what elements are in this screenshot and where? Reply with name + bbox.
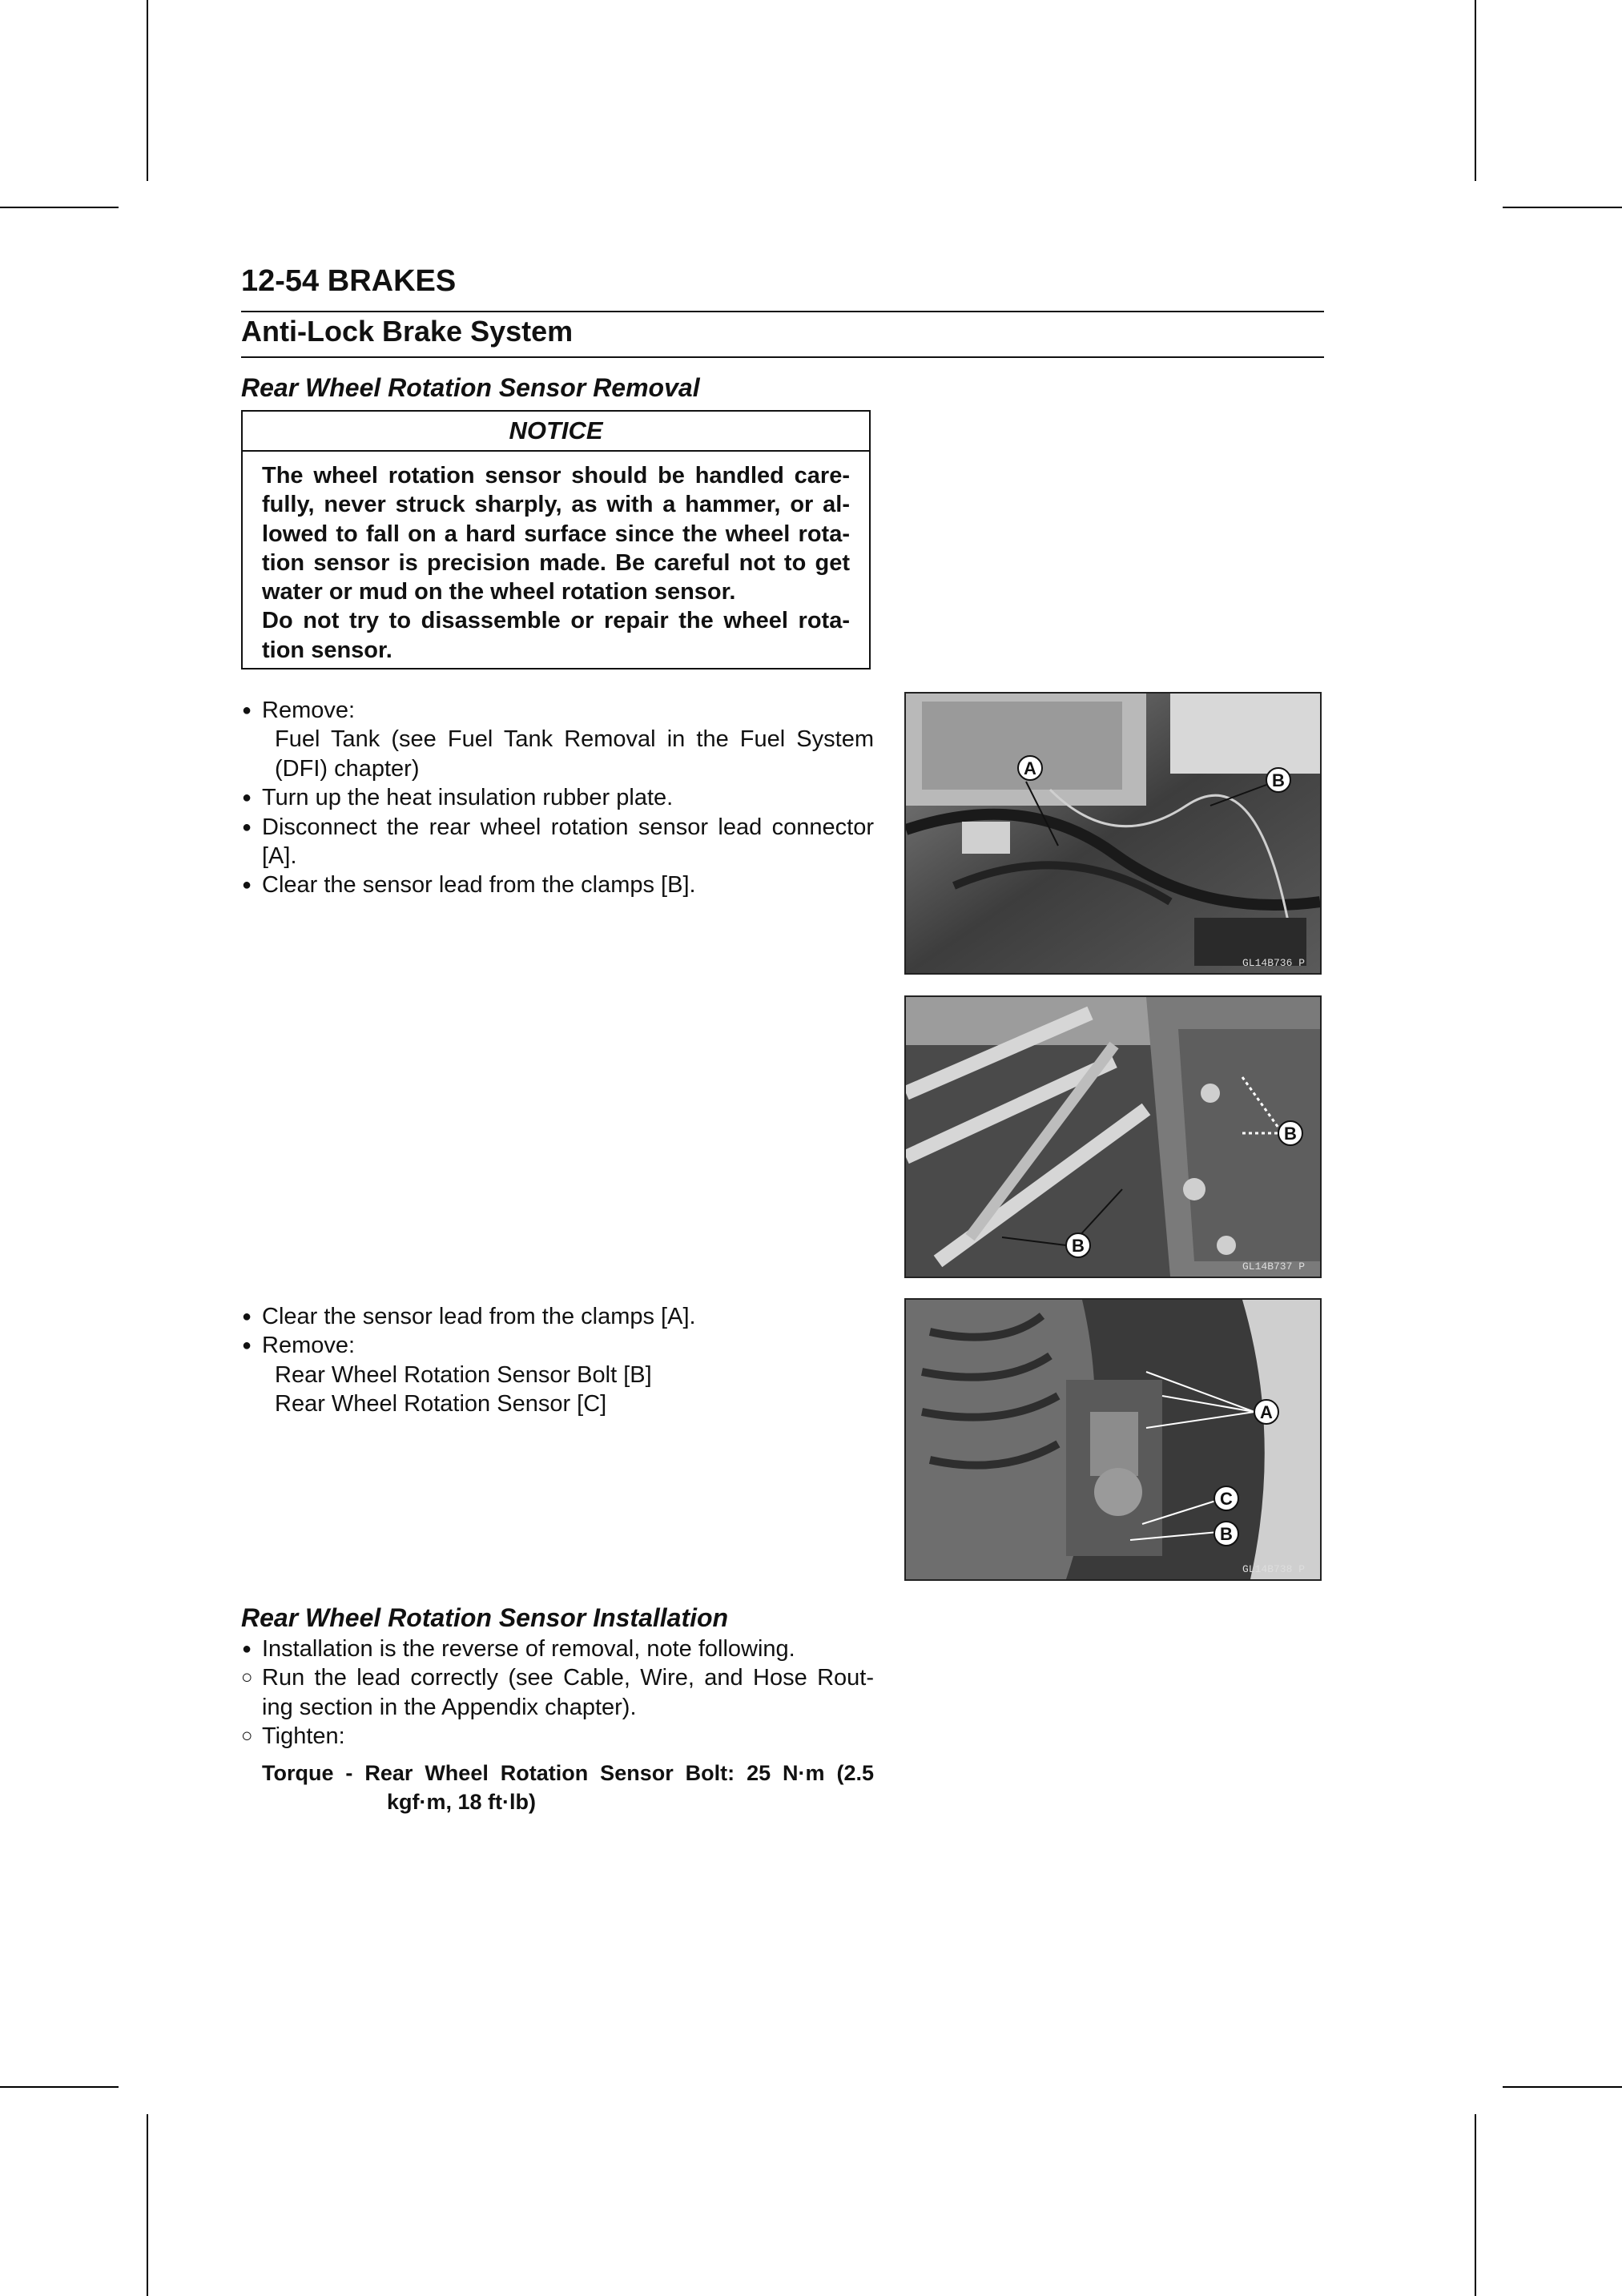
callout-label: A <box>1260 1402 1273 1422</box>
torque-line: kgf·m, 18 ft·lb) <box>387 1790 536 1814</box>
callout-label: B <box>1284 1124 1297 1144</box>
notice-line: lowed to fall on a hard surface since the wheel rota- <box>262 521 850 547</box>
notice-body <box>243 452 869 665</box>
section-title: Anti-Lock Brake System <box>241 315 574 348</box>
removal-steps-1 <box>241 696 874 900</box>
list-item-cont: [A]. <box>262 843 297 870</box>
callout-label: B <box>1272 770 1285 790</box>
list-item: ● Clear the sensor lead from the clamps [B]. <box>241 871 874 899</box>
notice-line: fully, never struck sharply, as with a hammer, or al- <box>262 492 850 518</box>
callout-label: B <box>1220 1524 1233 1544</box>
installation-heading: Rear Wheel Rotation Sensor Installation <box>241 1603 729 1632</box>
list-item: ● Remove: <box>241 696 874 725</box>
notice-line: Do not try to disassemble or repair the wheel rota- <box>262 608 850 634</box>
list-item: ● Clear the sensor lead from the clamps [A]. <box>241 1302 874 1331</box>
notice-box <box>241 410 871 669</box>
list-item: ● Disconnect the rear wheel rotation sensor lead connector <box>241 813 874 842</box>
figure-code: GL14B736 P <box>1242 957 1306 969</box>
figure-photo-2 <box>904 995 1322 1278</box>
header-rule <box>241 311 1324 312</box>
torque-spec <box>262 1759 874 1816</box>
notice-line: tion sensor. <box>262 637 392 663</box>
crop-mark <box>1475 0 1476 181</box>
removal-steps-2 <box>241 1302 874 1419</box>
list-item-sub: Rear Wheel Rotation Sensor Bolt [B] <box>275 1361 652 1388</box>
figure-code: GL14B737 P <box>1242 1261 1306 1273</box>
notice-line: water or mud on the wheel rotation sensor. <box>262 579 736 605</box>
crop-mark <box>1503 207 1622 208</box>
figure-photo-3 <box>904 1298 1322 1581</box>
list-item: ● Turn up the heat insulation rubber plate. <box>241 783 874 812</box>
list-item: ● Installation is the reverse of removal, note following. <box>241 1635 874 1663</box>
torque-line: Torque - Rear Wheel Rotation Sensor Bolt: 25 N·m (2.5 <box>262 1761 874 1785</box>
callout-label: B <box>1072 1236 1085 1256</box>
crop-mark <box>147 2114 148 2296</box>
crop-mark <box>1475 2114 1476 2296</box>
list-item-cont: ing section in the Appendix chapter). <box>262 1694 637 1720</box>
list-item-sub: (DFI) chapter) <box>275 755 420 782</box>
section-rule <box>241 356 1324 358</box>
callout-label: C <box>1220 1489 1233 1509</box>
notice-line: tion sensor is precision made. Be careful not to get <box>262 549 850 576</box>
list-item-sub: ○ Tighten: <box>241 1722 874 1751</box>
list-item-sub: Rear Wheel Rotation Sensor [C] <box>275 1391 607 1417</box>
crop-mark <box>1503 2086 1622 2088</box>
figure-code: GL14B738 P <box>1242 1563 1306 1575</box>
crop-mark <box>0 2086 119 2088</box>
list-item-sub: Fuel Tank (see Fuel Tank Removal in the Fuel System <box>275 726 874 753</box>
callout-label: A <box>1024 758 1036 778</box>
crop-mark <box>0 207 119 208</box>
figure-photo-1 <box>904 692 1322 975</box>
crop-mark <box>147 0 148 181</box>
list-item-sub: ○ Run the lead correctly (see Cable, Wire, and Hose Rout- <box>241 1663 874 1692</box>
notice-title: NOTICE <box>243 412 869 452</box>
notice-line: The wheel rotation sensor should be handled care- <box>262 463 850 489</box>
removal-heading: Rear Wheel Rotation Sensor Removal <box>241 373 700 402</box>
installation-steps <box>241 1635 874 1751</box>
page-header-title: 12-54 BRAKES <box>241 264 457 298</box>
list-item: ● Remove: <box>241 1331 874 1360</box>
